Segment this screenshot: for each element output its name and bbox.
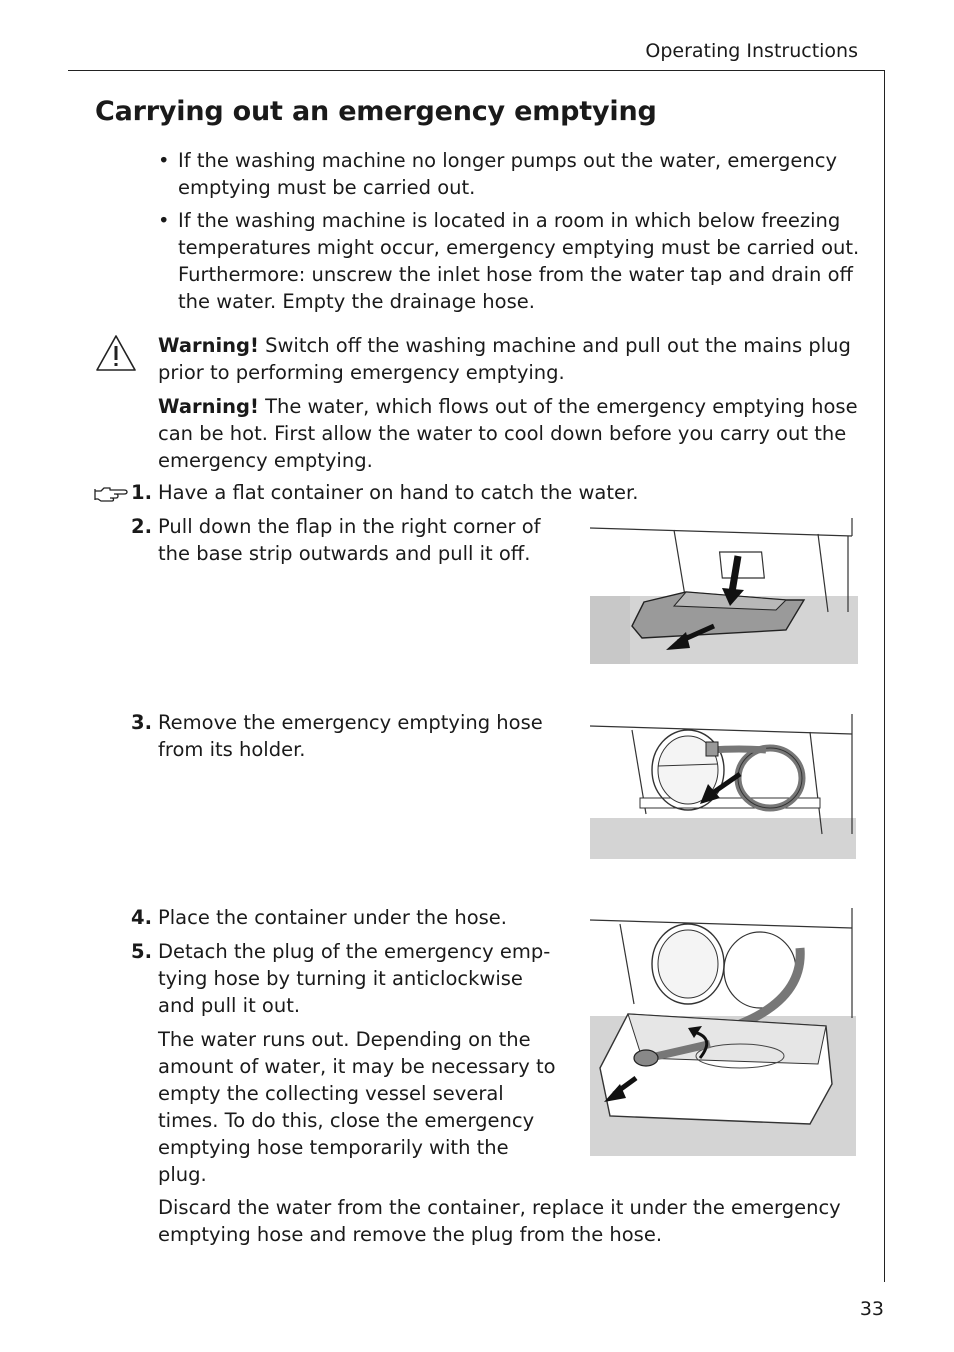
text-line: amount of water, it may be necessary to bbox=[158, 1055, 556, 1078]
text-line: If the washing machine is located in a room in which below freezing bbox=[178, 209, 841, 232]
warning-label: Warning! bbox=[158, 395, 259, 418]
closing-paragraph bbox=[158, 1194, 841, 1248]
text-line: emergency emptying. bbox=[158, 449, 373, 472]
text-line: If the washing machine no longer pumps out the water, emergency bbox=[178, 149, 837, 172]
text-line: the base strip outwards and pull it off. bbox=[158, 542, 531, 565]
page-title: Carrying out an emergency emptying bbox=[95, 96, 657, 127]
step-number: 5. bbox=[131, 940, 152, 963]
step-text bbox=[158, 479, 638, 506]
step-text bbox=[158, 904, 507, 931]
step-text bbox=[158, 938, 550, 1019]
text-line: The water runs out. Depending on the bbox=[158, 1028, 531, 1051]
text-line: emptying hose and remove the plug from the hose. bbox=[158, 1223, 663, 1246]
text-line: emptying must be carried out. bbox=[178, 176, 476, 199]
step-text bbox=[158, 709, 543, 763]
warning-triangle-icon bbox=[95, 334, 137, 372]
text-line: temperatures might occur, emergency emptying must be carried out. bbox=[178, 236, 860, 259]
text-line: empty the collecting vessel several bbox=[158, 1082, 504, 1105]
warning-text: The water, which flows out of the emergency emptying hose bbox=[258, 395, 858, 418]
page-number: 33 bbox=[859, 1298, 884, 1320]
step-note bbox=[158, 1026, 556, 1188]
step-number: 2. bbox=[131, 515, 152, 538]
text-line: Place the container under the hose. bbox=[158, 906, 507, 929]
text-line: Pull down the flap in the right corner of bbox=[158, 515, 541, 538]
bullet-item bbox=[178, 207, 859, 315]
text-line: times. To do this, close the emergency bbox=[158, 1109, 535, 1132]
step-number: 4. bbox=[131, 906, 152, 929]
bullet-dot: • bbox=[158, 209, 170, 232]
warning-block bbox=[158, 393, 858, 474]
text-line: emptying hose temporarily with the bbox=[158, 1136, 509, 1159]
text-line: prior to performing emergency emptying. bbox=[158, 361, 565, 384]
step-text bbox=[158, 513, 541, 567]
text-line: tying hose by turning it anticlockwise bbox=[158, 967, 523, 990]
running-header: Operating Instructions bbox=[645, 40, 858, 62]
text-line: from its holder. bbox=[158, 738, 306, 761]
text-line: the water. Empty the drainage hose. bbox=[178, 290, 535, 313]
warning-text: Switch off the washing machine and pull out the mains plug bbox=[258, 334, 851, 357]
bullet-dot: • bbox=[158, 149, 170, 172]
figure-hose-holder bbox=[590, 714, 856, 859]
text-line: Remove the emergency emptying hose bbox=[158, 711, 543, 734]
step-number: 1. bbox=[131, 481, 152, 504]
figure-container-plug bbox=[590, 908, 856, 1156]
text-line: Detach the plug of the emergency emp- bbox=[158, 940, 551, 963]
text-line: can be hot. First allow the water to cool down before you carry out the bbox=[158, 422, 847, 445]
pointing-hand-icon bbox=[94, 483, 128, 503]
figure-flap-removal bbox=[590, 518, 858, 664]
warning-label: Warning! bbox=[158, 334, 259, 357]
text-line: Discard the water from the container, replace it under the emergency bbox=[158, 1196, 841, 1219]
margin-rule bbox=[884, 70, 885, 1282]
bullet-item bbox=[178, 147, 837, 201]
text-line bbox=[158, 332, 851, 359]
text-line: and pull it out. bbox=[158, 994, 301, 1017]
text-line: Furthermore: unscrew the inlet hose from the water tap and drain off bbox=[178, 263, 853, 286]
text-line bbox=[158, 393, 858, 420]
text-line: Have a flat container on hand to catch the water. bbox=[158, 481, 639, 504]
header-rule bbox=[68, 70, 885, 71]
warning-block bbox=[158, 332, 851, 386]
text-line: plug. bbox=[158, 1163, 207, 1186]
step-number: 3. bbox=[131, 711, 152, 734]
